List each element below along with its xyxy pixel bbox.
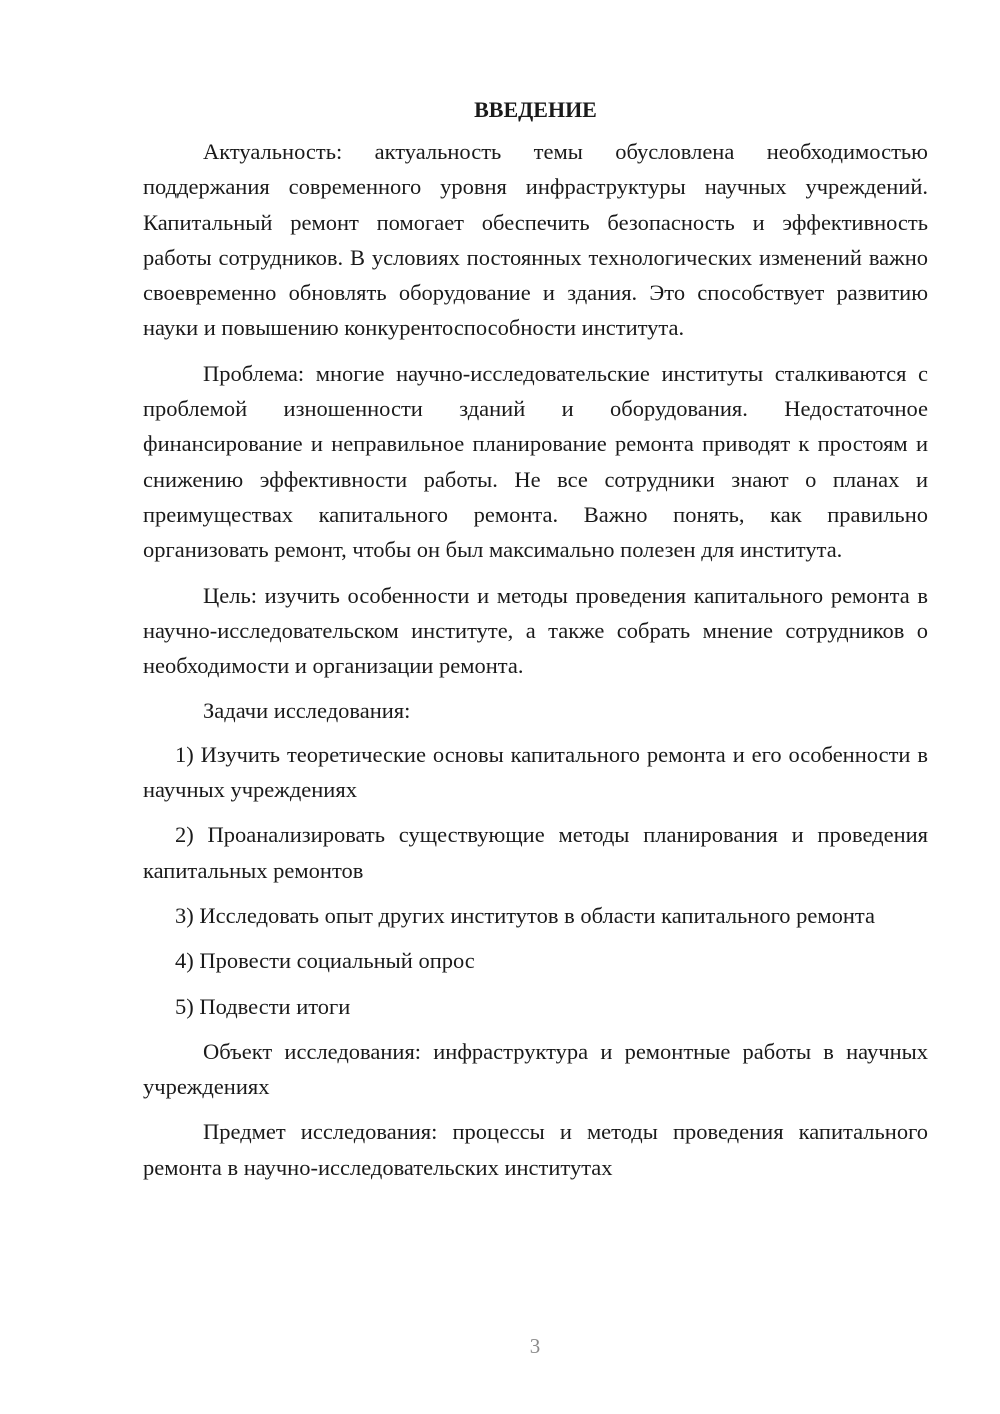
paragraph-relevance: Актуальность: актуальность темы обусловлена необходимостью поддержания современного уровня инфраструктуры научных учреждений. Капитальный ремонт помогает обеспечить безопасность и эффективность работы сотрудников. В условиях постоянных технологических изменений важно своевременно обновлять оборудование и здания. Это способствует развитию науки и повышению конкурентоспособности института. bbox=[143, 139, 928, 341]
section-title: ВВЕДЕНИЕ bbox=[474, 97, 597, 122]
task-item-4: 4) Провести социальный опрос bbox=[175, 948, 475, 974]
page-number: 3 bbox=[529, 1334, 541, 1358]
task-item-2: 2) Проанализировать существующие методы планирования и проведения капитальных ремонтов bbox=[143, 822, 928, 883]
paragraph-subject: Предмет исследования: процессы и методы проведения капитального ремонта в научно-исследовательских институтах bbox=[143, 1119, 928, 1180]
document-body bbox=[143, 92, 928, 1185]
task-item-1: 1) Изучить теоретические основы капитального ремонта и его особенности в научных учреждениях bbox=[143, 741, 928, 803]
paragraph-object: Объект исследования: инфраструктура и ремонтные работы в научных учреждениях bbox=[143, 1038, 928, 1100]
paragraph-goal: Цель: изучить особенности и методы проведения капитального ремонта в научно-исследовательском институте, а также собрать мнение сотрудников о необходимости и организации ремонта. bbox=[143, 582, 928, 679]
tasks-heading: Задачи исследования: bbox=[203, 698, 411, 724]
task-item-5: 5) Подвести итоги bbox=[175, 993, 351, 1019]
paragraph-problem: Проблема: многие научно-исследовательские институты сталкиваются с проблемой изношенности зданий и оборудования. Недостаточное финансирование и неправильное планирование ремонта приводят к простоям и снижению эффективности работы. Не все сотрудники знают о планах и преимуществах капитального ремонта. Важно понять, как правильно организовать ремонт, чтобы он был максимально полезен для института. bbox=[143, 360, 928, 563]
task-item-3: 3) Исследовать опыт других институтов в области капитального ремонта bbox=[175, 902, 876, 928]
